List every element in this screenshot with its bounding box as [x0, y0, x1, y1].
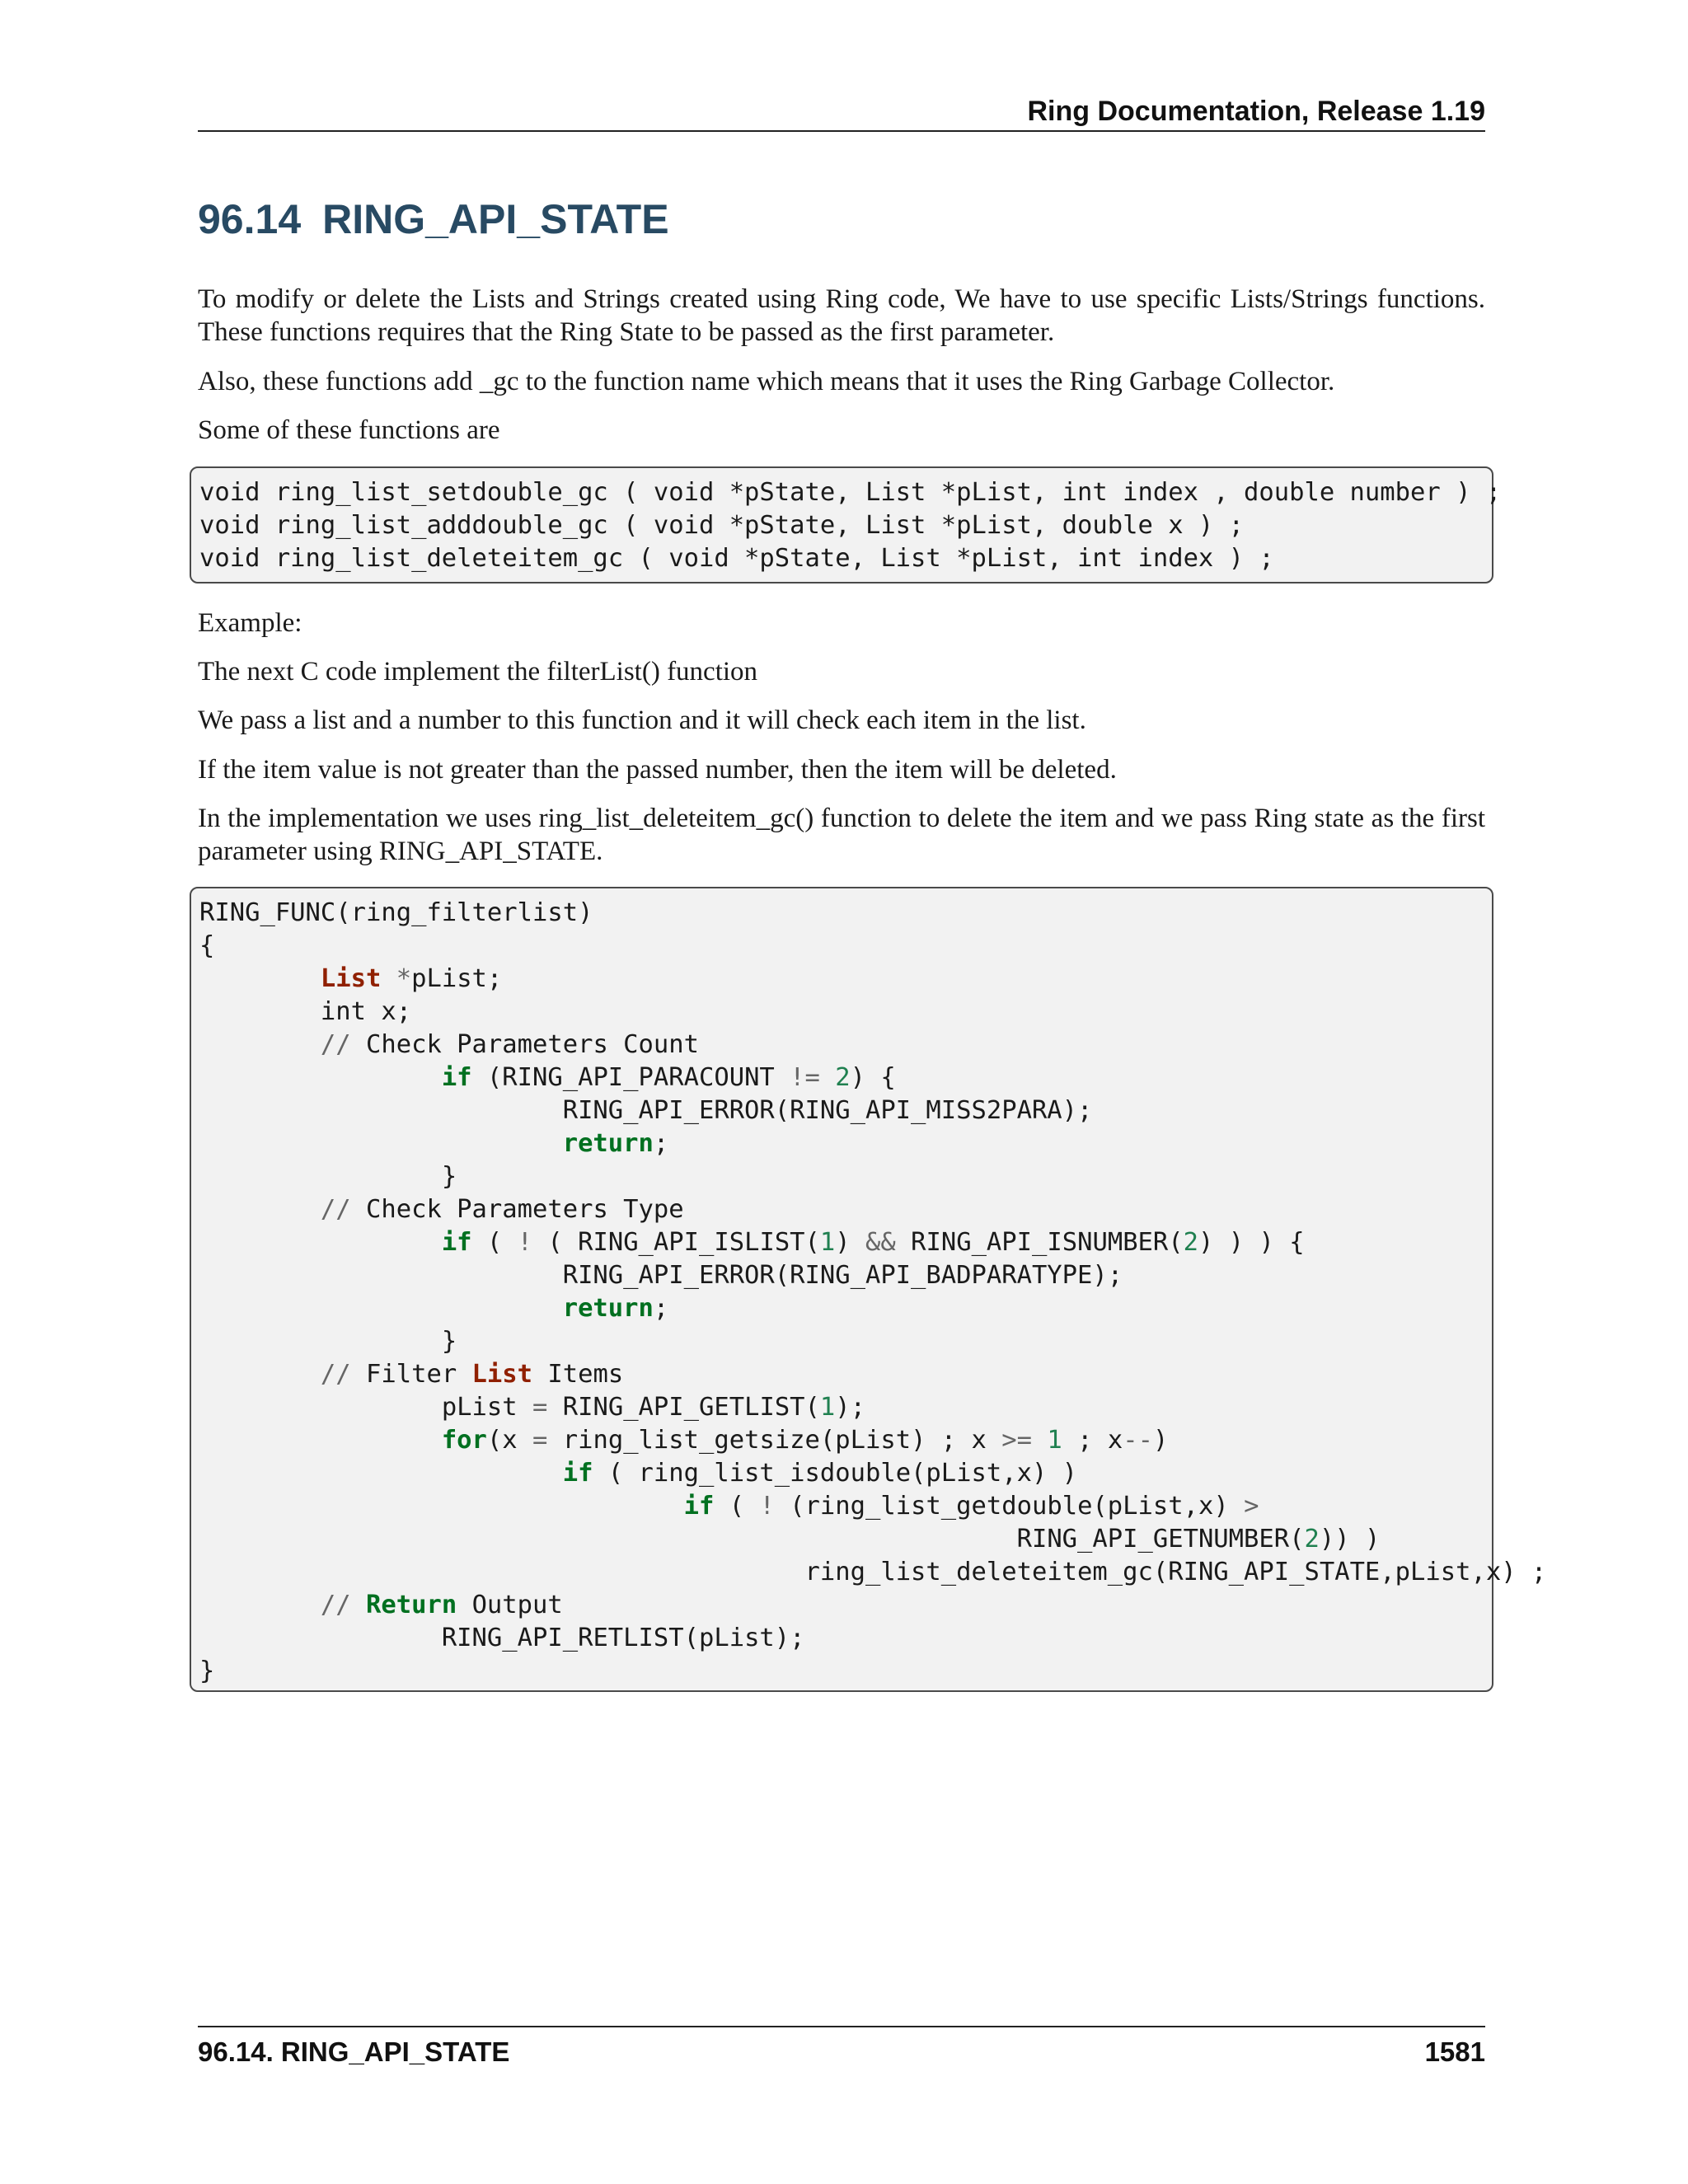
code-line: for(x = ring_list_getsize(pList) ; x >= 1 ; x--)	[441, 1426, 1169, 1455]
code-comment-line: // Check Parameters Type	[320, 1195, 684, 1224]
paragraph-implementation: In the implementation we uses ring_list_deleteitem_gc() function to delete the item and we pass Ring state as the first parameter using RING_API_STATE.	[198, 804, 1485, 866]
code-line: return;	[562, 1294, 669, 1323]
paragraph-filterlist: The next C code implement the filterList() function	[198, 657, 758, 687]
paragraph-example: Example:	[198, 608, 302, 638]
section-heading	[198, 191, 1485, 247]
code-line: if ( ! ( RING_API_ISLIST(1) && RING_API_ISNUMBER(2) ) ) {	[441, 1228, 1305, 1257]
code-comment-line: // Filter List Items	[320, 1360, 624, 1389]
code-line: RING_API_ERROR(RING_API_MISS2PARA);	[562, 1096, 1093, 1125]
footer-section-label: 96.14. RING_API_STATE	[198, 2036, 510, 2067]
code-line: int x;	[320, 997, 412, 1026]
paragraph-intro: To modify or delete the Lists and Strings created using Ring code, We have to use specific Lists/Strings functions. These functions requires that the Ring State to be passed as the first parameter.	[198, 284, 1485, 347]
code-line: void ring_list_deleteitem_gc ( void *pState, List *pList, int index ) ;	[199, 544, 1274, 573]
code-line: if ( ring_list_isdouble(pList,x) )	[562, 1459, 1078, 1488]
paragraph-item-deleted: If the item value is not greater than the passed number, then the item will be deleted.	[198, 755, 1117, 785]
code-comment-line: // Check Parameters Count	[320, 1030, 699, 1059]
footer-divider	[198, 2026, 1485, 2027]
code-line: pList = RING_API_GETLIST(1);	[441, 1393, 866, 1422]
footer-page-number: 1581	[1424, 2036, 1485, 2067]
code-line: {	[199, 931, 215, 960]
code-block-filterlist	[190, 887, 1547, 1692]
code-line: RING_FUNC(ring_filterlist)	[199, 898, 593, 927]
code-line: void ring_list_adddouble_gc ( void *pState, List *pList, double x ) ;	[199, 511, 1245, 540]
paragraph-gc: Also, these functions add _gc to the function name which means that it uses the Ring Garbage Collector.	[198, 367, 1335, 396]
code-line: RING_API_ERROR(RING_API_BADPARATYPE);	[562, 1261, 1123, 1290]
code-line: if ( ! (ring_list_getdouble(pList,x) >	[683, 1492, 1259, 1521]
code-line: }	[441, 1327, 457, 1356]
paragraph-some-functions: Some of these functions are	[198, 415, 500, 445]
code-line: }	[441, 1162, 457, 1191]
code-line: return;	[562, 1129, 669, 1158]
code-block-functions	[190, 466, 1502, 583]
running-header: Ring Documentation, Release 1.19	[1027, 96, 1485, 127]
paragraph-pass-list: We pass a list and a number to this function and it will check each item in the list.	[198, 705, 1086, 735]
code-line: List *pList;	[320, 964, 503, 993]
code-line: void ring_list_setdouble_gc ( void *pState, List *pList, int index , double number ) ;	[199, 478, 1502, 507]
section-number: 96.14	[198, 196, 302, 242]
code-comment-line: // Return Output	[320, 1591, 563, 1619]
code-line: ring_list_deleteitem_gc(RING_API_STATE,pList,x) ;	[804, 1558, 1547, 1586]
header-divider	[198, 130, 1485, 132]
code-line: RING_API_GETNUMBER(2)) )	[1016, 1525, 1381, 1554]
code-line: }	[199, 1657, 215, 1685]
section-title: RING_API_STATE	[322, 196, 669, 242]
code-line: RING_API_RETLIST(pList);	[441, 1624, 805, 1652]
code-line: if (RING_API_PARACOUNT != 2) {	[441, 1063, 896, 1092]
